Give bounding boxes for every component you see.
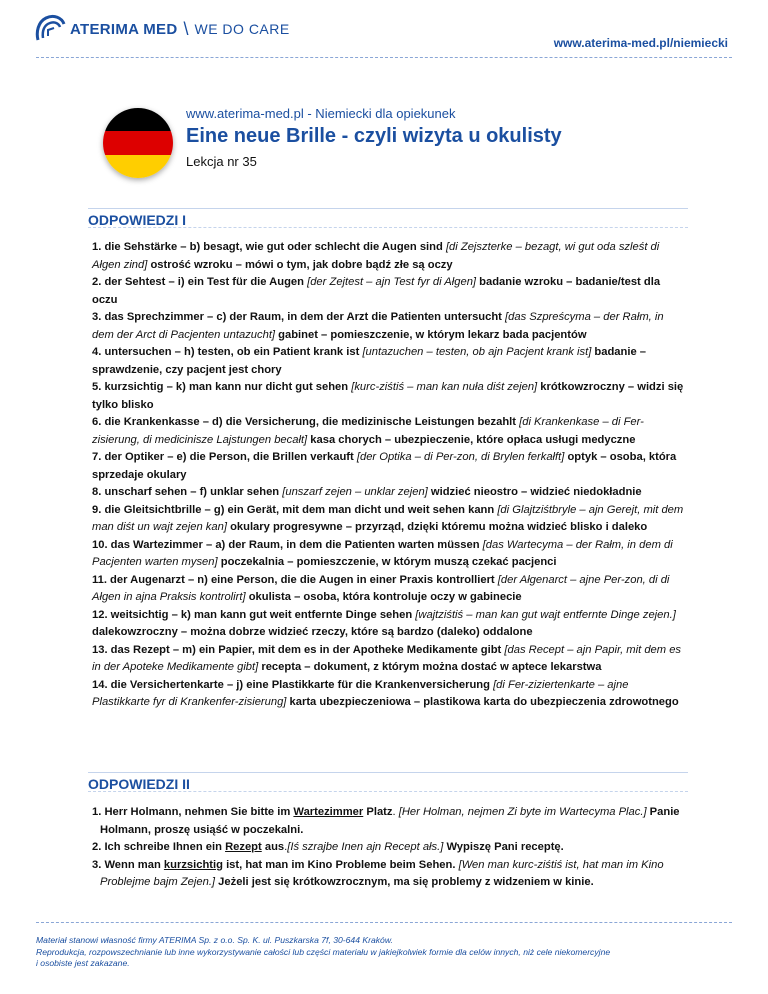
lesson-title: Eine neue Brille - czyli wizyta u okulisty xyxy=(186,125,562,147)
answers-section-1 xyxy=(92,239,686,712)
answer-item-3 xyxy=(92,309,686,344)
answer-polish: poczekalnia – pomieszczenie, w którym muszą czekać pacjenci xyxy=(220,556,557,568)
sentence-german-start: 1. Herr Holmann, nehmen Sie bitte im xyxy=(92,806,294,818)
brand-name: ATERIMA MED xyxy=(70,20,178,38)
answer-german: 10. das Wartezimmer – a) der Raum, in dem die Patienten warten müssen xyxy=(92,538,480,551)
answer-german: 14. die Versichertenkarte – j) eine Plastikkarte für die Krankenversicherung xyxy=(92,678,490,691)
answer-item-2 xyxy=(92,274,686,309)
sentence-pronunciation: [Iś szrajbe Inen ajn Recept ałs.] xyxy=(287,841,444,853)
answer-german: 12. weitsichtig – k) man kann gut weit entfernte Dinge sehen xyxy=(92,608,413,621)
page-header xyxy=(0,0,768,60)
answer-item-7 xyxy=(92,449,686,484)
answer-pronunciation: [kurc-ziśtiś – man kan nuła diśt zejen] xyxy=(351,381,538,393)
section-heading-2 xyxy=(88,772,688,792)
sentence-pronunciation: [Wen man kurc-ziśtiś ist, hat man im Kino Problejme bajm Zejen.] xyxy=(100,858,664,888)
lesson-subtitle: www.aterima-med.pl - Niemiecki dla opiekunek xyxy=(186,106,456,121)
answer-german: 7. der Optiker – e) die Person, die Brillen verkauft xyxy=(92,451,354,463)
answer-polish: badanie wzroku – badanie/test dla oczu xyxy=(92,276,661,306)
answer-pronunciation: [untazuchen – testen, ob ajn Pacjent krank ist] xyxy=(362,346,592,358)
answers-section-2 xyxy=(92,804,686,892)
answer-item-12 xyxy=(92,607,686,642)
answer-pronunciation: [das Recept – ajn Papir, mit dem es in der Apoteke Medikamente gibt] xyxy=(92,643,682,673)
page-footer xyxy=(36,922,732,970)
answer-polish: gabinet – pomieszczenie, w którym lekarz bada pacjentów xyxy=(278,328,587,341)
answer-polish: kasa chorych – ubezpieczenie, które opłaca usługi medyczne xyxy=(310,433,636,446)
sentence-german-end: aus xyxy=(261,841,285,853)
answer-polish: recepta – dokument, z którym można dostać w aptece lekarstwa xyxy=(261,661,602,673)
answer-pronunciation: [das Szpreścyma – der Rałm, in dem der Arct di Pacjenten untazucht] xyxy=(92,311,664,341)
sentence-item-3 xyxy=(92,857,686,892)
answer-pronunciation: [wajtziśtiś – man kan gut wajt entfernte Dinge zejen.] xyxy=(415,608,676,621)
answer-german: 13. das Rezept – m) ein Papier, mit dem es in der Apotheke Medikamente gibt xyxy=(92,643,502,656)
answer-german: 9. die Gleitsichtbrille – g) ein Gerät, mit dem man dicht und weit sehen kann xyxy=(92,503,495,516)
sentence-item-2 xyxy=(92,839,686,857)
sentence-german-end: ist, hat man im Kino Probleme beim Sehen. xyxy=(222,858,456,871)
section-1-title: ODPOWIEDZI I xyxy=(88,212,186,228)
sentence-german-start: 2. Ich schreibe Ihnen ein xyxy=(92,841,226,853)
sentence-german-start: 3. Wenn man xyxy=(92,858,164,871)
answer-german: 4. untersuchen – h) testen, ob ein Patient krank ist xyxy=(92,346,360,358)
lesson-number: Lekcja nr 35 xyxy=(186,154,257,169)
footer-ownership: Materiał stanowi własność firmy ATERIMA Sp. z o.o. Sp. K. ul. Puszkarska 7f, 30-644 Kraków. xyxy=(36,935,393,945)
brand-tagline: WE DO CARE xyxy=(194,21,290,37)
answer-pronunciation: [der Zejtest – ajn Test fyr di Ałgen] xyxy=(307,276,477,288)
answer-item-14 xyxy=(92,677,686,712)
answer-item-9 xyxy=(92,502,686,537)
sentence-polish: Jeżeli jest się krótkowzrocznym, ma się problemy z widzeniem w kinie. xyxy=(215,876,594,888)
header-divider xyxy=(36,57,732,58)
answer-german: 11. der Augenarzt – n) eine Person, die die Augen in einer Praxis kontrolliert xyxy=(92,573,495,586)
answer-pronunciation: [di Zejszterke – bezagt, wi gut oda szleśt di Ałgen zind] xyxy=(92,241,660,271)
answer-pronunciation: [der Optika – di Per-zon, di Brylen ferkałft] xyxy=(356,451,565,463)
answer-german: 6. die Krankenkasse – d) die Versicherung, die medizinische Leistungen bezahlt xyxy=(92,416,517,428)
section-2-title: ODPOWIEDZI II xyxy=(88,776,190,792)
answer-polish: widzieć nieostro – widzieć niedokładnie xyxy=(430,486,642,498)
sentence-polish: Panie Holmann, proszę usiąść w poczekalni. xyxy=(100,806,680,836)
answer-polish: badanie – sprawdzenie, czy pacjent jest chory xyxy=(92,346,647,376)
answer-german: 5. kurzsichtig – k) man kann nur dicht gut sehen xyxy=(92,381,349,393)
answer-pronunciation: [di Krankenkase – di Fer-zisierung, di medicinisze Lajstungen becałt] xyxy=(92,416,644,446)
sentence-keyword: Wartezimmer xyxy=(293,806,364,818)
answer-item-13 xyxy=(92,642,686,677)
answer-pronunciation: [di Glajtziśtbryle – ajn Gerejt, mit dem man diśt un wajt zejen kan] xyxy=(92,503,684,533)
flag-stripe-black xyxy=(103,108,173,131)
footer-copyright: Reprodukcja, rozpowszechnianie lub inne wykorzystywanie całości lub części materiału w jakiejkolwiek formie dla celów innych, niż cele niekomercyjne xyxy=(36,946,611,957)
sentence-german-end: Platz xyxy=(363,806,393,818)
answer-german: 2. der Sehtest – i) ein Test für die Augen xyxy=(92,276,304,288)
answer-item-4 xyxy=(92,344,686,379)
answer-item-8 xyxy=(92,484,686,502)
flag-stripe-gold xyxy=(103,155,173,178)
answer-polish: karta ubezpieczeniowa – plastikowa karta do ubezpieczenia zdrowotnego xyxy=(289,696,679,708)
sentence-pronunciation: [Her Holman, nejmen Zi byte im Wartecyma Plac.] xyxy=(398,806,647,818)
sentence-keyword: kurzsichtig xyxy=(163,858,223,871)
sentence-item-1 xyxy=(92,804,686,839)
answer-pronunciation: [di Fer-ziziertenkarte – ajne Plastikkarte fyr di Krankenfer-zisierung] xyxy=(92,678,629,708)
answer-polish: okulista – osoba, która kontroluje oczy w gabinecie xyxy=(248,591,522,603)
section-heading-1 xyxy=(88,208,688,228)
answer-polish: krótkowzroczny – widzi się tylko blisko xyxy=(92,381,684,411)
sentence-polish: Wypiszę Pani receptę. xyxy=(443,841,564,853)
answer-pronunciation: [der Ałgenarct – ajne Per-zon, di di Ałgen in ajna Praksis kontrolirt] xyxy=(92,573,670,603)
sentence-keyword: Rezept xyxy=(225,841,262,853)
lesson-title-block xyxy=(186,106,562,169)
answer-polish: ostrość wzroku – mówi o tym, jak dobre bądź złe są oczy xyxy=(150,258,453,271)
footer-copyright-end: i osobiste jest zakazane. xyxy=(36,958,130,968)
logo-face-icon xyxy=(34,14,66,44)
answer-pronunciation: [das Wartecyma – der Rałm, in dem di Pacjenten warten mysen] xyxy=(92,538,673,568)
answer-polish: okulary progresywne – przyrząd, dzięki któremu można widzieć blisko i daleko xyxy=(230,521,648,533)
answer-polish: dalekowzroczny – można dobrze widzieć rzeczy, które są bardzo (daleko) oddalone xyxy=(92,626,533,638)
sentence-separator: . xyxy=(392,806,399,818)
answer-german: 8. unscharf sehen – f) unklar sehen xyxy=(92,486,280,498)
brand-separator: \ xyxy=(183,18,189,39)
answer-item-5 xyxy=(92,379,686,414)
answer-item-1 xyxy=(92,239,686,274)
site-url-link[interactable]: www.aterima-med.pl/niemiecki xyxy=(553,36,728,50)
answer-item-6 xyxy=(92,414,686,449)
answer-item-10 xyxy=(92,537,686,572)
aterima-logo[interactable] xyxy=(34,14,290,44)
sentence-separator: . xyxy=(284,841,288,853)
flag-stripe-red xyxy=(103,131,173,154)
answer-german: 1. die Sehstärke – b) besagt, wie gut oder schlecht die Augen sind xyxy=(92,241,443,253)
answer-pronunciation: [unszarf zejen – unklar zejen] xyxy=(282,486,428,498)
answer-item-11 xyxy=(92,572,686,607)
answer-german: 3. das Sprechzimmer – c) der Raum, in dem der Arzt die Patienten untersucht xyxy=(92,311,502,323)
german-flag-icon xyxy=(103,108,173,178)
answer-polish: optyk – osoba, która sprzedaje okulary xyxy=(92,451,677,481)
